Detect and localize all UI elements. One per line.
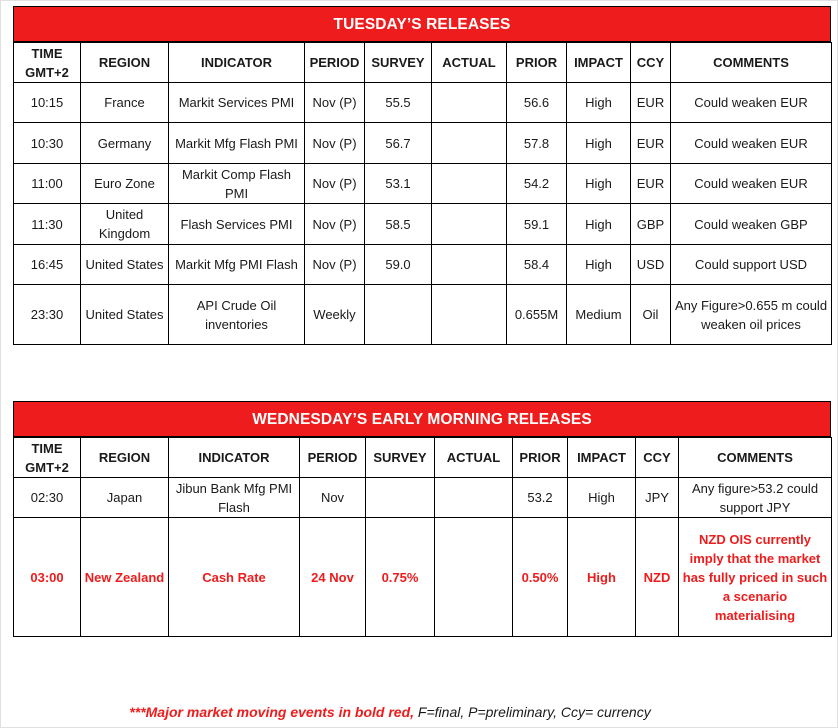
header-actual: ACTUAL xyxy=(432,43,507,83)
cell-actual xyxy=(432,285,507,345)
header-indicator: INDICATOR xyxy=(169,43,305,83)
cell-comments: Could weaken EUR xyxy=(671,83,832,123)
cell-indicator: Jibun Bank Mfg PMI Flash xyxy=(169,478,300,518)
cell-indicator: Markit Mfg Flash PMI xyxy=(169,123,305,164)
wednesday-banner: WEDNESDAY’S EARLY MORNING RELEASES xyxy=(13,401,831,437)
tuesday-table xyxy=(13,42,832,345)
header-row xyxy=(14,438,832,478)
footnote-legend: F=final, P=preliminary, Ccy= currency xyxy=(414,704,651,720)
cell-indicator: Markit Services PMI xyxy=(169,83,305,123)
tuesday-banner: TUESDAY’S RELEASES xyxy=(13,6,831,42)
cell-prior: 53.2 xyxy=(513,478,568,518)
cell-survey: 55.5 xyxy=(365,83,432,123)
cell-region: United States xyxy=(81,245,169,285)
cell-impact: Medium xyxy=(567,285,631,345)
cell-ccy: EUR xyxy=(631,164,671,204)
table-row xyxy=(14,478,832,518)
cell-prior: 0.50% xyxy=(513,518,568,637)
cell-comments: Could weaken GBP xyxy=(671,204,832,245)
cell-impact: High xyxy=(567,204,631,245)
cell-region: Japan xyxy=(81,478,169,518)
cell-indicator: Markit Comp Flash PMI xyxy=(169,164,305,204)
footnote-emphasis: ***Major market moving events in bold red, xyxy=(129,704,415,720)
cell-comments: Could support USD xyxy=(671,245,832,285)
header-row xyxy=(14,43,832,83)
cell-survey: 56.7 xyxy=(365,123,432,164)
cell-period: 24 Nov xyxy=(300,518,366,637)
cell-actual xyxy=(432,204,507,245)
header-period: PERIOD xyxy=(300,438,366,478)
cell-ccy: Oil xyxy=(631,285,671,345)
cell-time: 11:30 xyxy=(14,204,81,245)
cell-period: Weekly xyxy=(305,285,365,345)
cell-actual xyxy=(435,478,513,518)
cell-comments: Any figure>53.2 could support JPY xyxy=(679,478,832,518)
cell-prior: 54.2 xyxy=(507,164,567,204)
cell-survey: 0.75% xyxy=(366,518,435,637)
cell-impact: High xyxy=(567,123,631,164)
header-indicator: INDICATOR xyxy=(169,438,300,478)
cell-region: France xyxy=(81,83,169,123)
header-ccy: CCY xyxy=(636,438,679,478)
header-prior: PRIOR xyxy=(507,43,567,83)
cell-period: Nov (P) xyxy=(305,83,365,123)
cell-period: Nov xyxy=(300,478,366,518)
cell-period: Nov (P) xyxy=(305,204,365,245)
table-row xyxy=(14,164,832,204)
cell-time: 10:15 xyxy=(14,83,81,123)
cell-actual xyxy=(432,123,507,164)
tuesday-releases-block xyxy=(13,6,831,345)
cell-region: United Kingdom xyxy=(81,204,169,245)
table-row xyxy=(14,285,832,345)
cell-actual xyxy=(435,518,513,637)
header-impact: IMPACT xyxy=(567,43,631,83)
cell-indicator: Markit Mfg PMI Flash xyxy=(169,245,305,285)
cell-indicator: API Crude Oil inventories xyxy=(169,285,305,345)
cell-comments: NZD OIS currently imply that the market has fully priced in such a scenario materialising xyxy=(679,518,832,637)
cell-time: 03:00 xyxy=(14,518,81,637)
header-actual: ACTUAL xyxy=(435,438,513,478)
cell-indicator: Flash Services PMI xyxy=(169,204,305,245)
table-row-major xyxy=(14,518,832,637)
cell-ccy: NZD xyxy=(636,518,679,637)
cell-survey: 59.0 xyxy=(365,245,432,285)
cell-prior: 59.1 xyxy=(507,204,567,245)
footnote xyxy=(0,704,780,720)
cell-survey xyxy=(365,285,432,345)
header-period: PERIOD xyxy=(305,43,365,83)
cell-prior: 58.4 xyxy=(507,245,567,285)
header-prior: PRIOR xyxy=(513,438,568,478)
cell-region: Germany xyxy=(81,123,169,164)
wednesday-table xyxy=(13,437,832,637)
header-comments: COMMENTS xyxy=(671,43,832,83)
cell-prior: 56.6 xyxy=(507,83,567,123)
cell-time: 16:45 xyxy=(14,245,81,285)
cell-actual xyxy=(432,245,507,285)
cell-impact: High xyxy=(567,83,631,123)
cell-ccy: JPY xyxy=(636,478,679,518)
cell-comments: Could weaken EUR xyxy=(671,123,832,164)
cell-region: New Zealand xyxy=(81,518,169,637)
cell-period: Nov (P) xyxy=(305,123,365,164)
cell-comments: Any Figure>0.655 m could weaken oil prices xyxy=(671,285,832,345)
table-row xyxy=(14,204,832,245)
cell-ccy: USD xyxy=(631,245,671,285)
table-row xyxy=(14,83,832,123)
cell-actual xyxy=(432,164,507,204)
cell-impact: High xyxy=(567,164,631,204)
cell-period: Nov (P) xyxy=(305,164,365,204)
header-survey: SURVEY xyxy=(365,43,432,83)
cell-indicator: Cash Rate xyxy=(169,518,300,637)
cell-region: Euro Zone xyxy=(81,164,169,204)
cell-survey: 58.5 xyxy=(365,204,432,245)
header-impact: IMPACT xyxy=(568,438,636,478)
header-survey: SURVEY xyxy=(366,438,435,478)
header-time: TIME GMT+2 xyxy=(14,438,81,478)
cell-ccy: EUR xyxy=(631,83,671,123)
cell-prior: 57.8 xyxy=(507,123,567,164)
header-time: TIME GMT+2 xyxy=(14,43,81,83)
cell-ccy: GBP xyxy=(631,204,671,245)
header-comments: COMMENTS xyxy=(679,438,832,478)
cell-survey: 53.1 xyxy=(365,164,432,204)
cell-time: 23:30 xyxy=(14,285,81,345)
header-region: REGION xyxy=(81,43,169,83)
cell-impact: High xyxy=(567,245,631,285)
cell-period: Nov (P) xyxy=(305,245,365,285)
wednesday-releases-block xyxy=(13,401,831,637)
cell-prior: 0.655M xyxy=(507,285,567,345)
cell-time: 11:00 xyxy=(14,164,81,204)
cell-region: United States xyxy=(81,285,169,345)
cell-time: 02:30 xyxy=(14,478,81,518)
header-region: REGION xyxy=(81,438,169,478)
cell-comments: Could weaken EUR xyxy=(671,164,832,204)
cell-survey xyxy=(366,478,435,518)
table-row xyxy=(14,245,832,285)
cell-impact: High xyxy=(568,478,636,518)
cell-actual xyxy=(432,83,507,123)
cell-impact: High xyxy=(568,518,636,637)
table-row xyxy=(14,123,832,164)
cell-time: 10:30 xyxy=(14,123,81,164)
cell-ccy: EUR xyxy=(631,123,671,164)
header-ccy: CCY xyxy=(631,43,671,83)
